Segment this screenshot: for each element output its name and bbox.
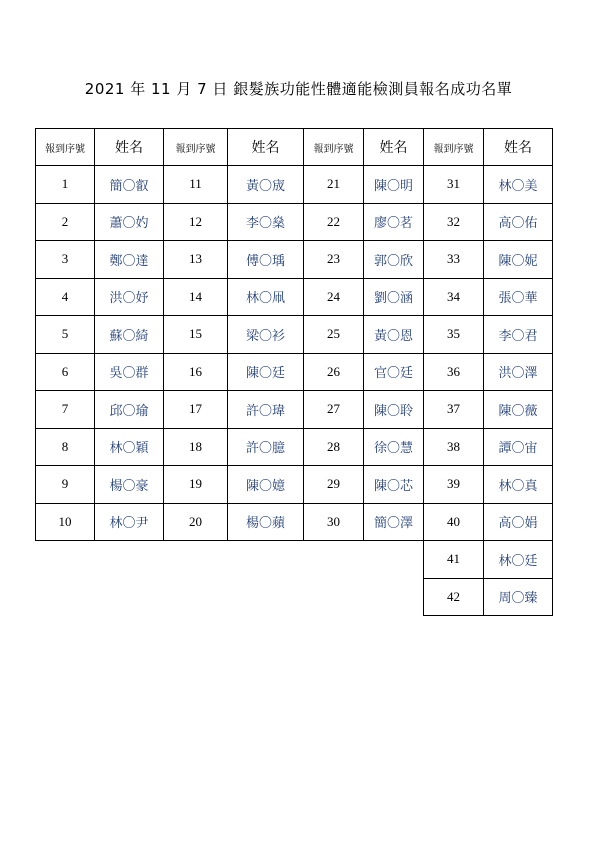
- header-seq: 報到序號: [35, 128, 95, 166]
- seq-number: 24: [303, 278, 364, 317]
- seq-number: 33: [423, 240, 484, 279]
- seq-number: 41: [423, 540, 484, 579]
- seq-number: 20: [163, 503, 228, 542]
- participant-name: 陳〇嬑: [227, 465, 304, 504]
- participant-name: 黃〇宬: [227, 165, 304, 204]
- seq-number: 19: [163, 465, 228, 504]
- participant-name: 陳〇妮: [483, 240, 553, 279]
- seq-number: 30: [303, 503, 364, 542]
- participant-name: 鄭〇達: [94, 240, 164, 279]
- participant-name: 陳〇薇: [483, 390, 553, 429]
- participant-name: 梁〇衫: [227, 315, 304, 354]
- header-seq: 報到序號: [303, 128, 364, 166]
- seq-number: 23: [303, 240, 364, 279]
- seq-number: 5: [35, 315, 95, 354]
- seq-number: 18: [163, 428, 228, 467]
- seq-number: 8: [35, 428, 95, 467]
- participant-name: 洪〇妤: [94, 278, 164, 317]
- seq-number: 11: [163, 165, 228, 204]
- participant-name: 譚〇宙: [483, 428, 553, 467]
- participant-name: 傅〇瑀: [227, 240, 304, 279]
- participant-name: 林〇真: [483, 465, 553, 504]
- seq-number: 15: [163, 315, 228, 354]
- header-name: 姓名: [363, 128, 424, 166]
- seq-number: 27: [303, 390, 364, 429]
- seq-number: 28: [303, 428, 364, 467]
- seq-number: 14: [163, 278, 228, 317]
- participant-name: 周〇臻: [483, 578, 553, 617]
- participant-name: 高〇佑: [483, 203, 553, 242]
- participant-name: 郭〇欣: [363, 240, 424, 279]
- participant-name: 廖〇茗: [363, 203, 424, 242]
- seq-number: 26: [303, 353, 364, 392]
- seq-number: 7: [35, 390, 95, 429]
- seq-number: 2: [35, 203, 95, 242]
- participant-name: 蕭〇妁: [94, 203, 164, 242]
- seq-number: 12: [163, 203, 228, 242]
- participant-name: 林〇廷: [483, 540, 553, 579]
- participant-name: 高〇娟: [483, 503, 553, 542]
- seq-number: 40: [423, 503, 484, 542]
- participant-name: 林〇美: [483, 165, 553, 204]
- seq-number: 16: [163, 353, 228, 392]
- header-seq: 報到序號: [423, 128, 484, 166]
- seq-number: 37: [423, 390, 484, 429]
- participant-name: 徐〇慧: [363, 428, 424, 467]
- participant-name: 李〇燊: [227, 203, 304, 242]
- seq-number: 22: [303, 203, 364, 242]
- participant-name: 官〇廷: [363, 353, 424, 392]
- participant-name: 陳〇廷: [227, 353, 304, 392]
- participant-name: 劉〇涵: [363, 278, 424, 317]
- seq-number: 38: [423, 428, 484, 467]
- participant-name: 李〇君: [483, 315, 553, 354]
- seq-number: 34: [423, 278, 484, 317]
- header-seq: 報到序號: [163, 128, 228, 166]
- page-title: 2021 年 11 月 7 日 銀髮族功能性體適能檢測員報名成功名單: [84, 80, 513, 98]
- header-name: 姓名: [227, 128, 304, 166]
- participant-name: 陳〇芯: [363, 465, 424, 504]
- seq-number: 13: [163, 240, 228, 279]
- seq-number: 6: [35, 353, 95, 392]
- seq-number: 25: [303, 315, 364, 354]
- participant-name: 林〇凧: [227, 278, 304, 317]
- participant-name: 蘇〇綺: [94, 315, 164, 354]
- participant-name: 林〇穎: [94, 428, 164, 467]
- header-name: 姓名: [94, 128, 164, 166]
- participant-name: 許〇瑋: [227, 390, 304, 429]
- participant-name: 楊〇豪: [94, 465, 164, 504]
- seq-number: 1: [35, 165, 95, 204]
- seq-number: 10: [35, 503, 95, 542]
- seq-number: 9: [35, 465, 95, 504]
- participant-name: 張〇華: [483, 278, 553, 317]
- participant-name: 黃〇恩: [363, 315, 424, 354]
- seq-number: 35: [423, 315, 484, 354]
- participant-name: 洪〇澤: [483, 353, 553, 392]
- participant-name: 邱〇瑜: [94, 390, 164, 429]
- participant-name: 楊〇蘋: [227, 503, 304, 542]
- seq-number: 29: [303, 465, 364, 504]
- seq-number: 36: [423, 353, 484, 392]
- participant-name: 陳〇明: [363, 165, 424, 204]
- header-name: 姓名: [483, 128, 553, 166]
- seq-number: 17: [163, 390, 228, 429]
- seq-number: 31: [423, 165, 484, 204]
- seq-number: 39: [423, 465, 484, 504]
- participant-name: 林〇尹: [94, 503, 164, 542]
- participant-name: 許〇臆: [227, 428, 304, 467]
- participant-name: 陳〇聆: [363, 390, 424, 429]
- seq-number: 3: [35, 240, 95, 279]
- participant-name: 吳〇群: [94, 353, 164, 392]
- seq-number: 4: [35, 278, 95, 317]
- seq-number: 42: [423, 578, 484, 617]
- participant-name: 簡〇澤: [363, 503, 424, 542]
- seq-number: 21: [303, 165, 364, 204]
- participant-name: 簡〇叡: [94, 165, 164, 204]
- seq-number: 32: [423, 203, 484, 242]
